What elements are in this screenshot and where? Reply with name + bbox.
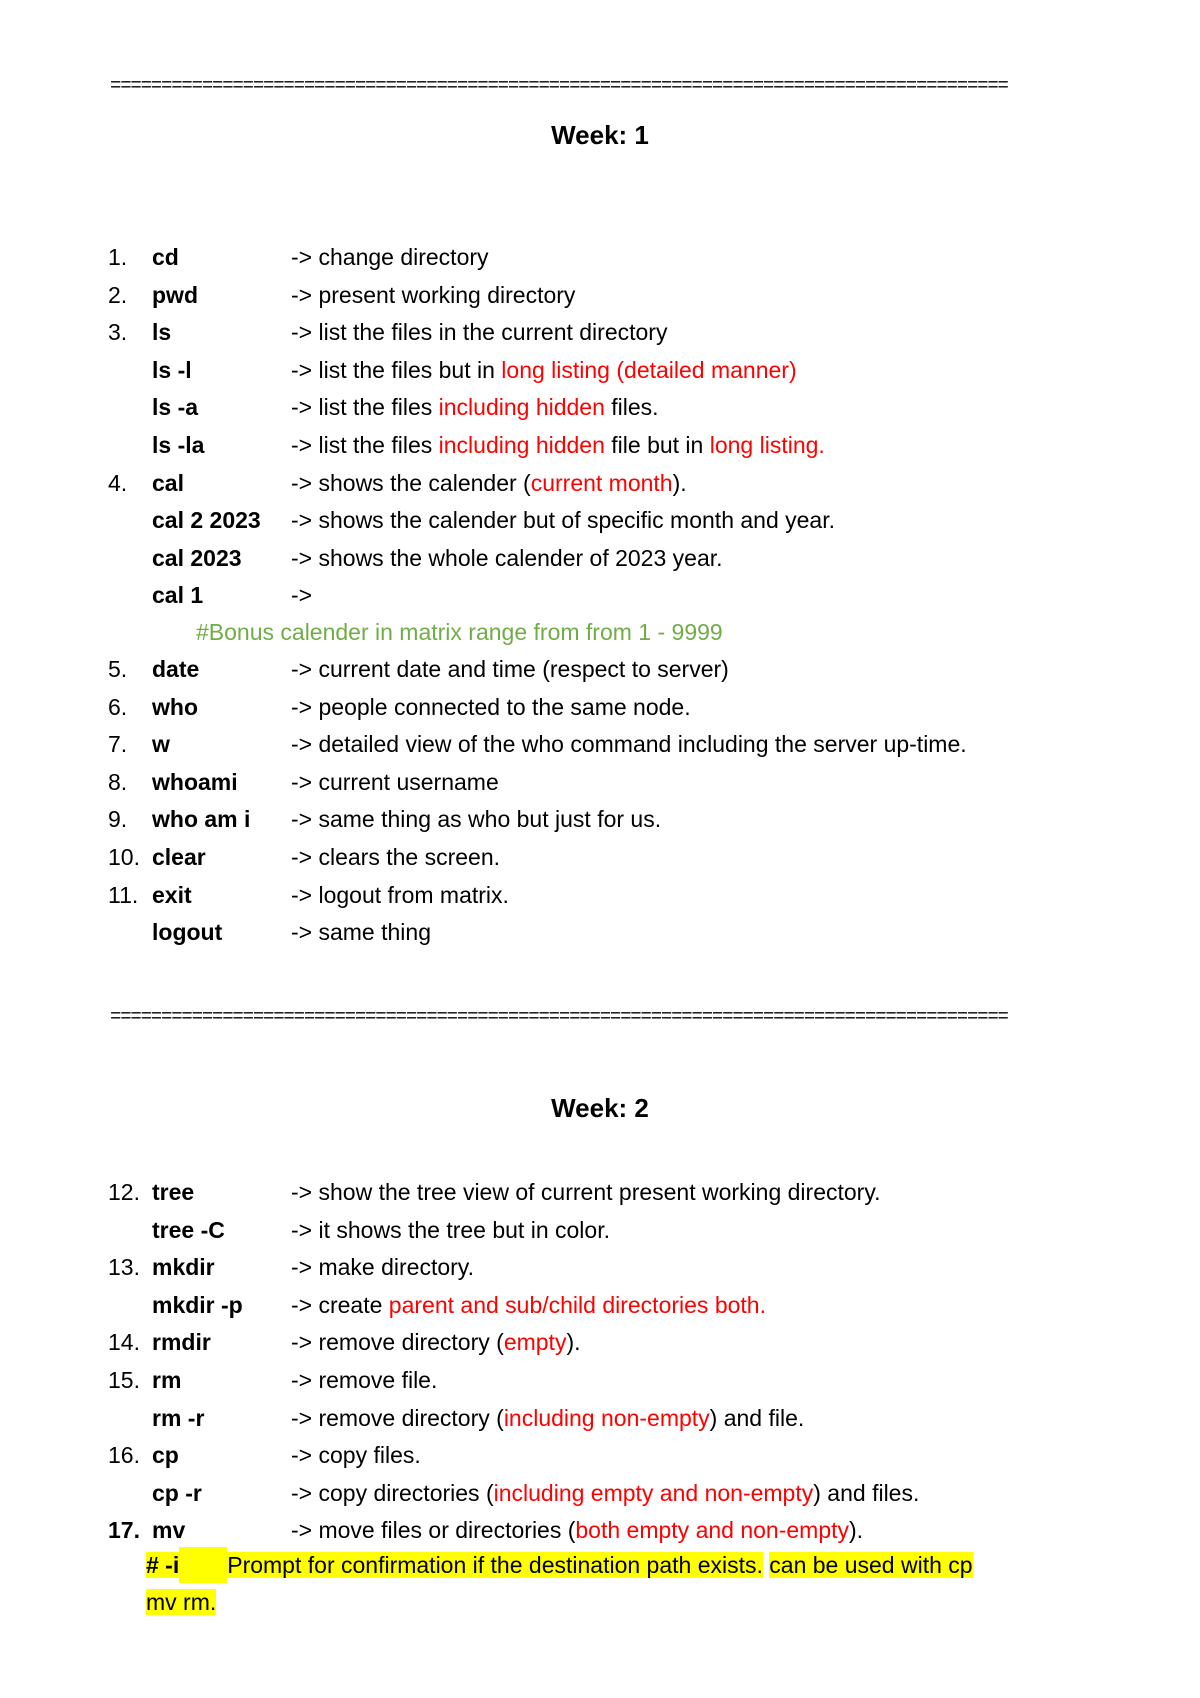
command-name: cp [152, 1442, 179, 1469]
description-text: -> same thing [291, 919, 431, 946]
command-description [291, 466, 687, 500]
highlighted-text: parent and sub/child directories both. [388, 1291, 766, 1318]
command-description [291, 878, 509, 912]
command-description [291, 578, 312, 612]
description-text: -> copy directories ( [291, 1479, 494, 1506]
item-number: 10. [108, 844, 140, 870]
command-description [291, 765, 499, 799]
item-number: 4. [108, 469, 128, 496]
highlighted-text: including empty and non-empty [493, 1479, 814, 1506]
description-text: -> change directory [291, 244, 489, 270]
description-text: -> list the files [291, 394, 439, 421]
description-text: -> remove directory ( [291, 1329, 504, 1356]
command-name: tree [152, 1179, 195, 1205]
description-text: -> shows the calender ( [291, 469, 531, 496]
item-number: 15. [108, 1367, 140, 1393]
command-name: rm -r [152, 1404, 205, 1431]
item-number: 5. [108, 656, 128, 682]
bonus-note: #Bonus calender in matrix range from from 1 - 9999 [196, 619, 723, 645]
command-name: cal 2023 [152, 544, 242, 571]
separator-line: ======================================================================================== [110, 1007, 1008, 1027]
highlighted-text: long listing. [709, 432, 825, 458]
description-text: file but in [604, 432, 710, 458]
command-description [291, 1513, 863, 1547]
item-number: 8. [108, 768, 128, 795]
description-text: -> show the tree view of current present working directory. [291, 1179, 881, 1205]
command-description [291, 1175, 881, 1209]
command-description [291, 240, 489, 274]
command-description [291, 390, 659, 424]
item-number: 17. [108, 1517, 140, 1544]
description-text: -> people connected to the same node. [291, 693, 691, 720]
description-text: -> move files or directories ( [291, 1517, 576, 1544]
command-name: cal [152, 469, 184, 496]
separator-line: ======================================================================================== [110, 76, 1008, 96]
description-text: -> detailed view of the who command including the server up-time. [291, 731, 967, 758]
item-number: 11. [108, 881, 139, 908]
highlight-note [146, 1547, 973, 1583]
highlighted-text: both empty and non-empty [575, 1517, 849, 1544]
description-text: -> same thing as who but just for us. [291, 806, 662, 833]
command-description [291, 727, 967, 761]
description-text: ). [849, 1517, 864, 1544]
item-number: 13. [108, 1254, 140, 1281]
description-text: -> make directory. [291, 1254, 474, 1281]
highlighted-text: including hidden [438, 394, 605, 421]
command-description [291, 1288, 766, 1322]
item-number: 12. [108, 1179, 140, 1205]
item-number: 6. [108, 693, 128, 720]
command-name: whoami [152, 768, 238, 795]
description-text: ). [672, 469, 687, 496]
description-text: -> clears the screen. [291, 844, 501, 870]
command-name: who [152, 693, 198, 720]
description-text: ). [566, 1329, 581, 1356]
command-description [291, 1325, 581, 1359]
command-description [291, 541, 723, 575]
command-name: exit [152, 881, 192, 908]
command-description [291, 840, 500, 874]
highlighted-text: current month [530, 469, 673, 496]
note-flag: # -i [146, 1552, 180, 1578]
command-name: rm [152, 1367, 182, 1393]
week1-heading: Week: 1 [551, 120, 649, 150]
description-text: -> list the files in the current directory [291, 319, 668, 346]
description-text: -> create [291, 1291, 389, 1318]
command-name: rmdir [152, 1329, 211, 1356]
highlight-note-end [146, 1584, 216, 1620]
description-text: -> list the files but in [291, 356, 502, 383]
command-name: tree -C [152, 1216, 225, 1243]
item-number: 2. [108, 281, 128, 308]
description-text: files. [604, 394, 659, 421]
description-text: -> shows the calender but of specific month and year. [291, 507, 836, 534]
description-text: ) and files. [813, 1479, 920, 1506]
command-name: ls [152, 319, 172, 346]
item-number: 9. [108, 806, 128, 833]
command-name: mv [152, 1517, 186, 1544]
description-text: -> present working directory [291, 281, 576, 308]
command-name: cal 1 [152, 582, 204, 609]
item-number: 1. [108, 244, 128, 270]
description-text: -> remove file. [291, 1367, 438, 1393]
command-name: ls -la [152, 432, 205, 458]
command-description [291, 503, 835, 537]
command-description [291, 1213, 610, 1247]
command-description [291, 1401, 804, 1435]
highlighted-text: empty [503, 1329, 567, 1356]
command-description [291, 353, 797, 387]
command-description [291, 278, 575, 312]
description-text: -> it shows the tree but in color. [291, 1216, 610, 1243]
command-name: logout [152, 919, 223, 946]
command-description [291, 1250, 474, 1284]
highlighted-text: long listing (detailed manner) [501, 356, 797, 383]
description-text: -> remove directory ( [291, 1404, 504, 1431]
description-text: -> current date and time (respect to server) [291, 656, 729, 682]
week2-heading: Week: 2 [551, 1093, 649, 1123]
command-description [291, 1363, 437, 1397]
command-name: who am i [152, 806, 251, 833]
highlighted-text: including non-empty [503, 1404, 710, 1431]
command-description [291, 1438, 421, 1472]
command-description [291, 428, 825, 462]
command-name: cp -r [152, 1479, 202, 1506]
highlighted-text: including hidden [438, 432, 605, 458]
command-description [291, 1476, 919, 1510]
description-text: ) and file. [709, 1404, 805, 1431]
item-number: 16. [108, 1442, 140, 1469]
item-number: 7. [108, 731, 128, 758]
command-name: clear [152, 844, 206, 870]
command-name: pwd [152, 281, 198, 308]
command-description [291, 802, 661, 836]
command-description [291, 690, 691, 724]
command-name: date [152, 656, 200, 682]
command-name: ls -l [152, 356, 192, 383]
note-text-end: mv rm. [146, 1589, 217, 1615]
command-name: ls -a [152, 394, 199, 421]
command-description [291, 652, 729, 686]
note-text-continued: can be used with cp [769, 1552, 973, 1578]
description-text: -> logout from matrix. [291, 881, 509, 908]
description-text: -> copy files. [291, 1442, 421, 1469]
description-text: -> current username [291, 768, 499, 795]
description-text: -> [291, 582, 313, 609]
command-name: mkdir -p [152, 1291, 243, 1318]
command-name: cal 2 2023 [152, 507, 261, 534]
note-text: Prompt for confirmation if the destination path exists. [227, 1552, 763, 1578]
command-description [291, 315, 667, 349]
command-description [291, 915, 431, 949]
description-text: -> list the files [291, 432, 439, 458]
command-name: cd [152, 244, 179, 270]
description-text: -> shows the whole calender of 2023 year. [291, 544, 723, 571]
item-number: 3. [108, 319, 128, 346]
command-name: mkdir [152, 1254, 215, 1281]
item-number: 14. [108, 1329, 140, 1356]
command-name: w [152, 731, 170, 758]
